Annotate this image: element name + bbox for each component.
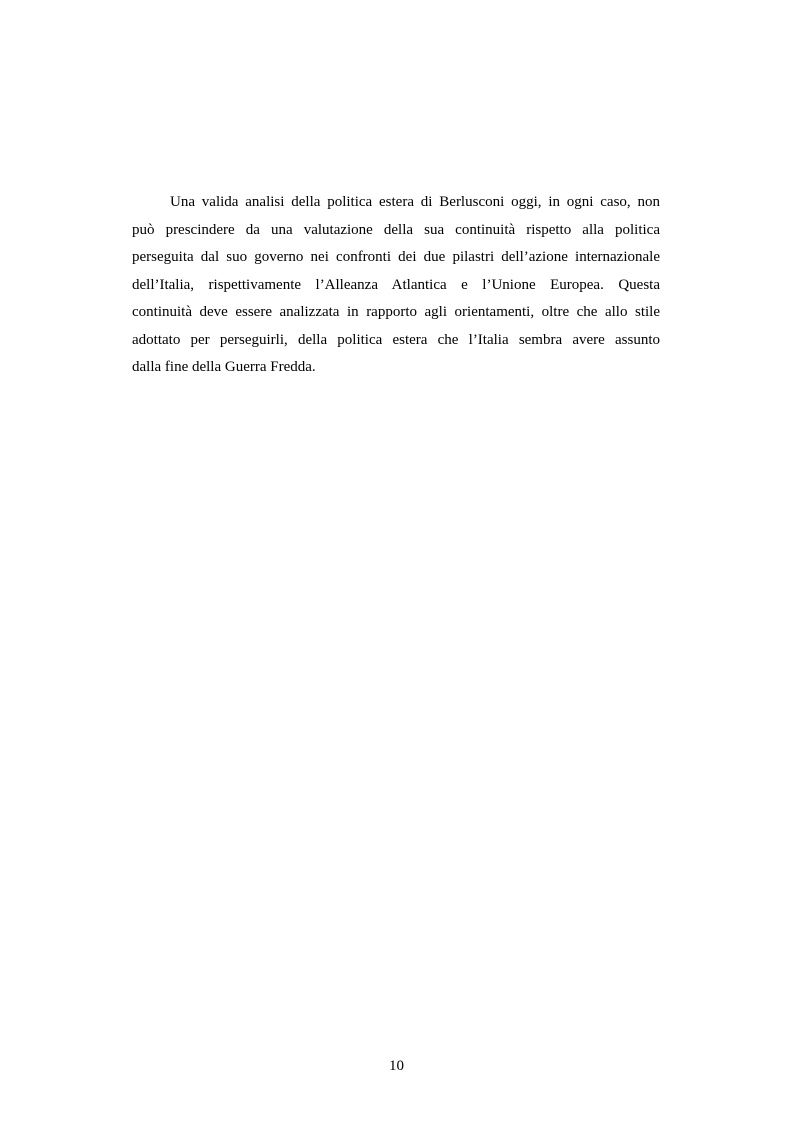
paragraph-line: Una valida analisi della politica estera di Berlusconi oggi, in ogni caso, non: [170, 194, 660, 210]
paragraph-line: continuità deve essere analizzata in rapporto agli orientamenti, oltre che allo stile: [132, 304, 660, 320]
body-paragraph: [132, 189, 660, 382]
paragraph-line: perseguita dal suo governo nei confronti dei due pilastri dell’azione internazionale: [132, 249, 660, 265]
page-number: 10: [389, 1058, 404, 1074]
paragraph-line: dell’Italia, rispettivamente l’Alleanza Atlantica e l’Unione Europea. Questa: [132, 276, 660, 293]
paragraph-line: adottato per perseguirli, della politica estera che l’Italia sembra avere assunto: [132, 331, 660, 348]
paragraph-line: può prescindere da una valutazione della sua continuità rispetto alla politica: [132, 221, 660, 238]
paragraph-line: dalla fine della Guerra Fredda.: [132, 359, 316, 375]
